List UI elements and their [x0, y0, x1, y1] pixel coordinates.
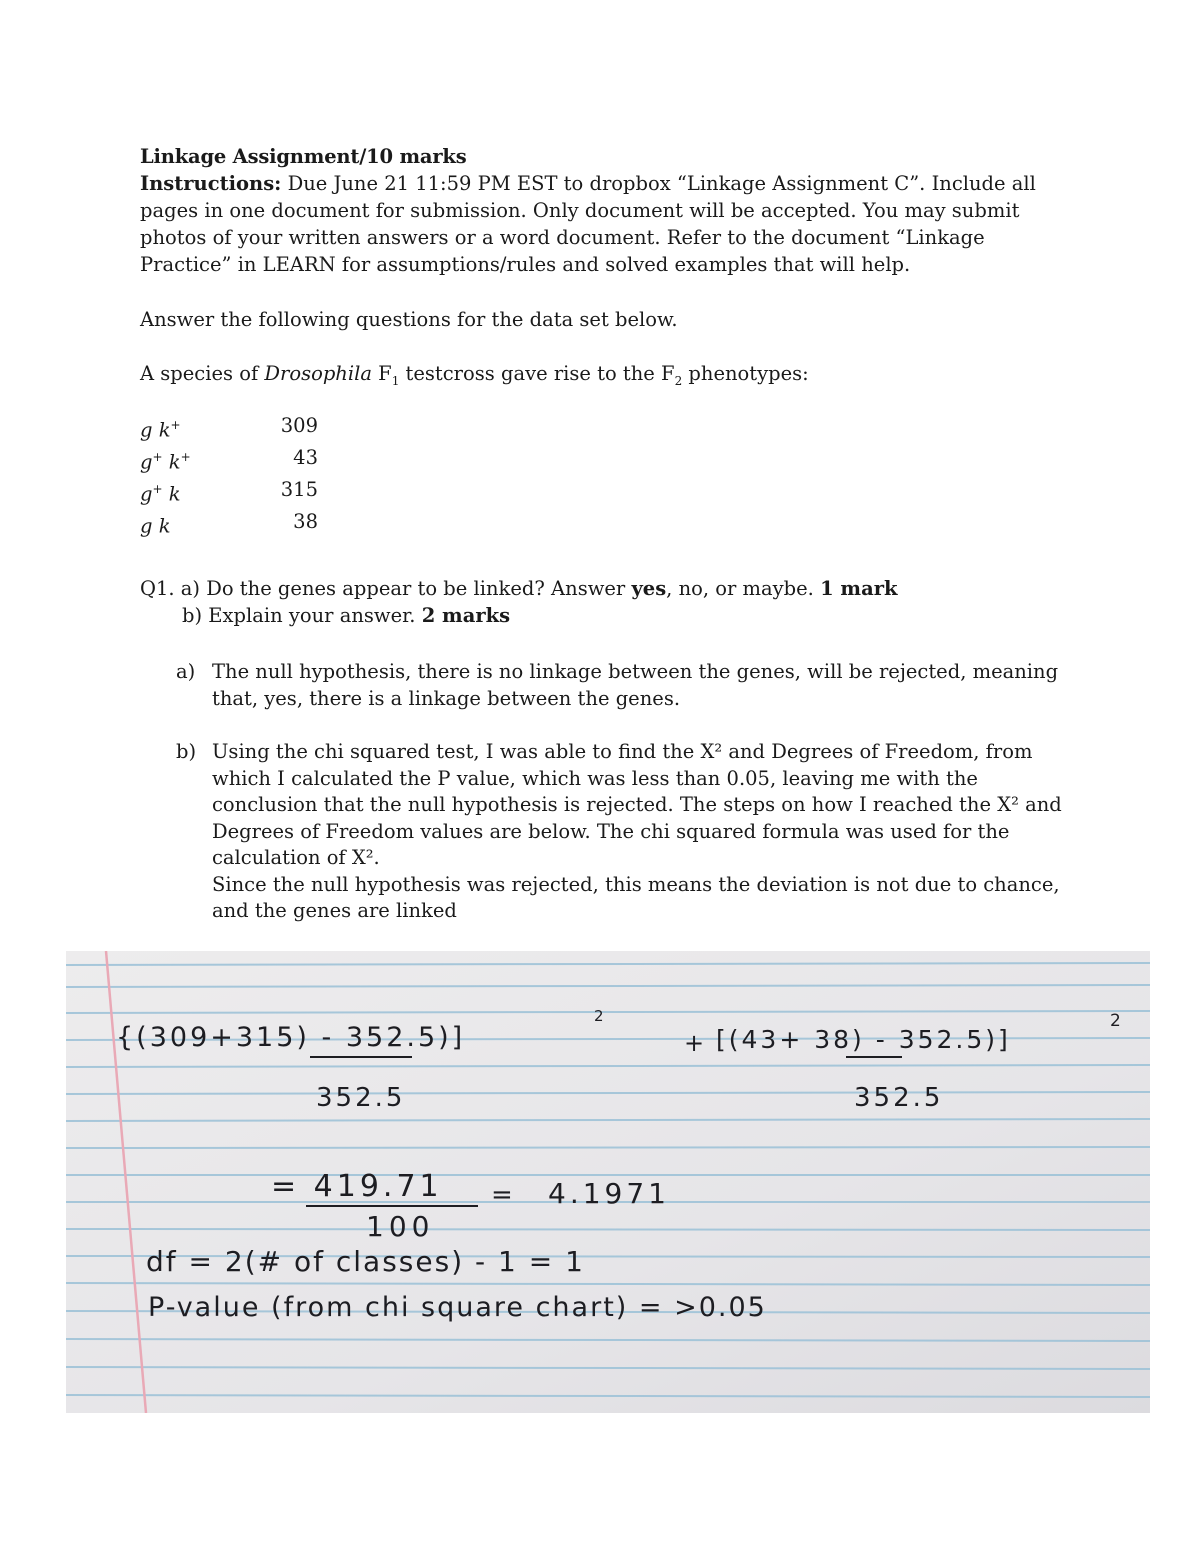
phenotype-genotype: g k+ [140, 418, 181, 442]
answer-b [176, 739, 1066, 925]
phenotype-count: 309 [280, 414, 318, 437]
phenotype-row [140, 508, 318, 540]
hw-chi-square-value: 4.1971 [548, 1177, 670, 1210]
species-post: phenotypes: [682, 362, 809, 385]
hw-term1-exponent: 2 [594, 1007, 604, 1025]
answer-b-conclusion: Since the null hypothesis was rejected, this means the deviation is not due to chance, and the genes are linked [212, 872, 1060, 922]
answer-a-text: The null hypothesis, there is no linkage between the genes, will be rejected, meaning that, yes, there is a linkage between the genes. [212, 660, 1059, 710]
phenotype-row [140, 444, 318, 476]
hw-sum-equals: = [491, 1180, 513, 1210]
species-sub1: 1 [391, 373, 400, 388]
species-genus: Drosophila [264, 362, 372, 385]
phenotype-count: 43 [293, 446, 318, 469]
species-pre: A species of [140, 362, 265, 385]
answer-b-label: b) [176, 740, 197, 763]
species-mid1: F [371, 362, 392, 385]
phenotype-table [140, 412, 318, 540]
species-sub2: 2 [674, 373, 683, 388]
phenotype-count: 38 [293, 510, 318, 533]
answer-prompt: Answer the following questions for the data set below. [140, 308, 678, 331]
hw-term2-numerator: [(43+ 38) - 352.5)] [716, 1025, 1011, 1054]
phenotype-row [140, 476, 318, 508]
handwritten-calculation [66, 951, 1150, 1413]
answer-a-label: a) [176, 660, 196, 683]
species-line [140, 360, 1080, 395]
hw-term1-numerator: {(309+315) - 352.5)] [116, 1022, 466, 1053]
hw-term1-denominator: 352.5 [316, 1083, 406, 1113]
hw-sum-denominator: 100 [366, 1210, 435, 1243]
phenotype-genotype: g+ k [140, 482, 181, 506]
answer-a [176, 659, 1066, 712]
handwritten-notes-photo [66, 951, 1150, 1413]
hw-term2-denominator: 352.5 [854, 1083, 944, 1113]
phenotype-row [140, 412, 318, 444]
answer-b-body [212, 739, 1066, 925]
question-1a: Q1. a) Do the genes appear to be linked? Answer yes, no, or maybe. 1 mark [140, 577, 898, 600]
phenotype-count: 315 [280, 478, 318, 501]
hw-term2-exponent: 2 [1110, 1011, 1121, 1031]
question-1b: b) Explain your answer. 2 marks [182, 604, 511, 627]
hw-sum-numerator: = 419.71 [271, 1169, 443, 1204]
instructions-label: Instructions: [140, 172, 282, 195]
species-mid2: testcross gave rise to the F [399, 362, 675, 385]
hw-plus: + [684, 1029, 705, 1057]
instructions-paragraph [140, 170, 1080, 278]
phenotype-genotype: g k [140, 514, 171, 538]
phenotype-genotype: g+ k+ [140, 450, 191, 474]
assignment-title: Linkage Assignment/10 marks [140, 145, 467, 168]
answer-b-text: Using the chi squared test, I was able to find the X² and Degrees of Freedom, from which I calculated the P value, which was less than 0.05, leaving me with the conclusion that the null hypothesis is rejected. The steps on how I reached the X² and Degrees of Freedom values are below. The chi squared formula was used for the calculation of X². [212, 740, 1062, 869]
hw-df-line: df = 2(# of classes) - 1 = 1 [146, 1245, 585, 1278]
hw-p-value-line: P-value (from chi square chart) = >0.05 [148, 1292, 767, 1323]
instructions-text: Due June 21 11:59 PM EST to dropbox “Linkage Assignment C”. Include all pages in one document for submission. Only document will be accepted. You may submit photos of your written answers or a word document. Refer to the document “Linkage Practice” in LEARN for assumptions/rules and solved examples that will help. [140, 172, 1036, 276]
